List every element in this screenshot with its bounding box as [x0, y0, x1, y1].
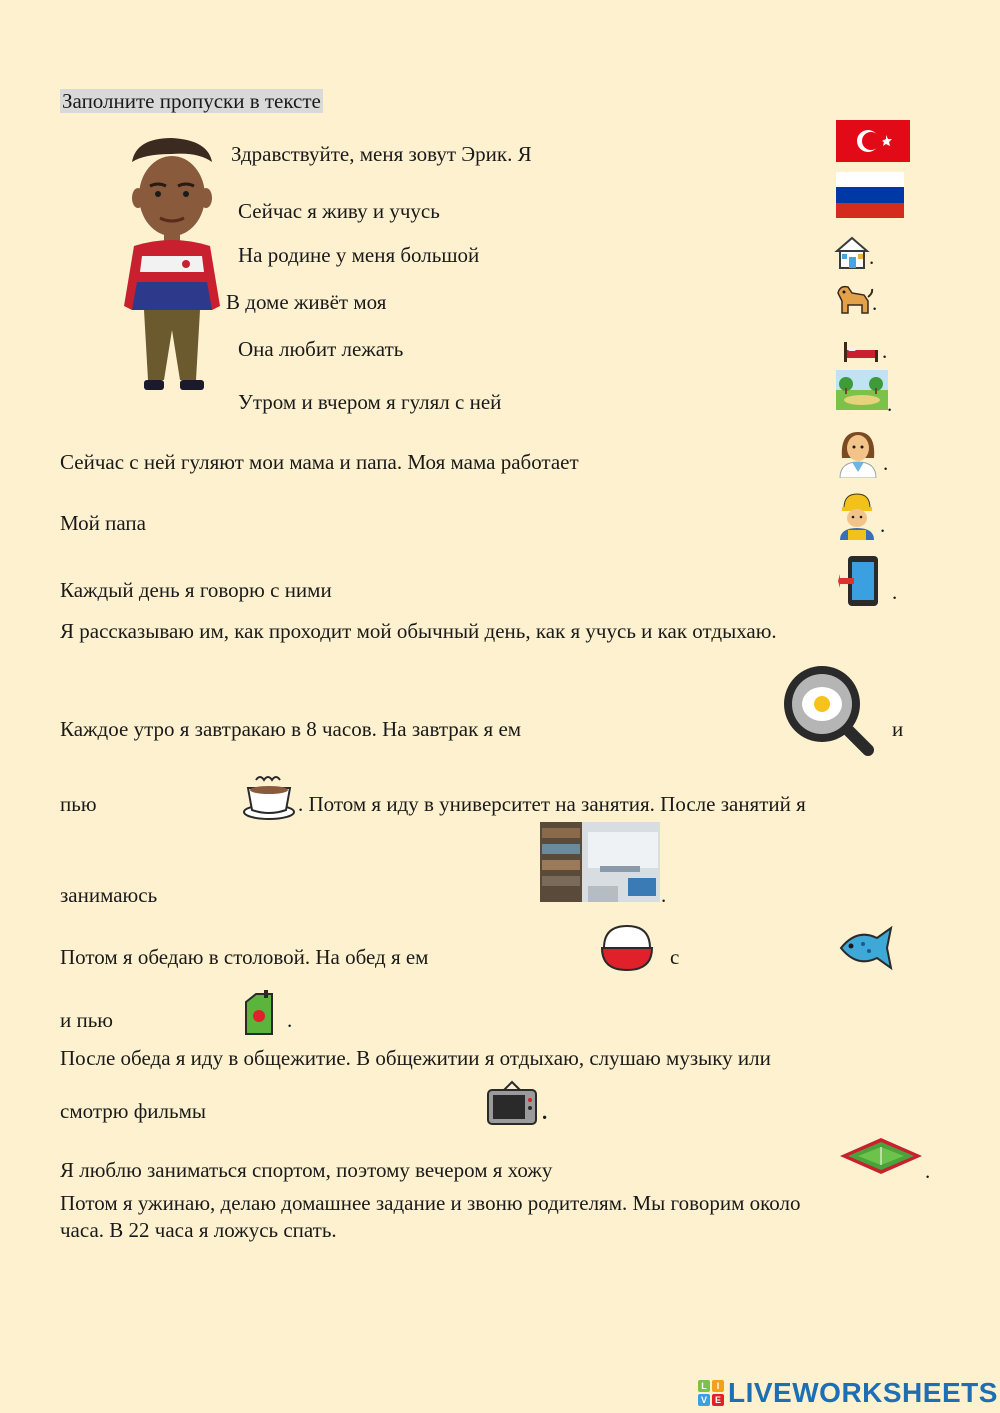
- line-lies: Она любит лежать: [238, 337, 404, 361]
- period: .: [883, 451, 889, 475]
- logo-grid-icon: L I V E: [698, 1380, 724, 1406]
- line-mother-works: Сейчас с ней гуляют мои мама и папа. Моя мама работает: [60, 450, 579, 474]
- period: .: [872, 291, 878, 315]
- phone-icon: [838, 554, 882, 608]
- liveworksheets-logo: [698, 1376, 998, 1410]
- line-sleep: часа. В 22 часа я ложусь спать.: [60, 1218, 337, 1242]
- period: .: [882, 339, 888, 363]
- worker-icon: [836, 492, 878, 540]
- period: .: [287, 1008, 293, 1032]
- period: .: [542, 1100, 548, 1124]
- frying-pan-egg-icon: [780, 662, 876, 756]
- period: .: [869, 245, 875, 269]
- line-university: . Потом я иду в университет на занятия. После занятий я: [298, 792, 806, 816]
- line-drink: и пью: [60, 1008, 113, 1032]
- line-movies: смотрю фильмы: [60, 1099, 207, 1123]
- period: .: [661, 883, 667, 907]
- line-study: занимаюсь: [60, 883, 158, 907]
- line-intro: Здравствуйте, меня зовут Эрик. Я: [231, 142, 532, 166]
- fish-icon: [837, 924, 893, 972]
- tv-icon: [486, 1078, 538, 1128]
- line-talk: Каждый день я говорю с ними: [60, 578, 332, 602]
- coffee-icon: [242, 770, 296, 820]
- worksheet-title: Заполните пропуски в тексте: [62, 89, 321, 113]
- line-breakfast: Каждое утро я завтракаю в 8 часов. На завтрак я ем: [60, 717, 522, 741]
- line-evening: Потом я ужинаю, делаю домашнее задание и звоню родителям. Мы говорим около: [60, 1191, 801, 1215]
- line-house: В доме живёт моя: [226, 290, 387, 314]
- line-father: Мой папа: [60, 511, 146, 535]
- bed-icon: [842, 338, 880, 364]
- house-icon: [834, 235, 870, 271]
- period: .: [925, 1159, 931, 1183]
- period: .: [892, 580, 898, 604]
- dog-icon: [834, 283, 874, 317]
- stadium-icon: [836, 1134, 926, 1178]
- park-icon: [836, 370, 888, 410]
- russia-flag-icon: [836, 172, 904, 218]
- library-photo: [540, 822, 660, 902]
- doctor-icon: [836, 428, 880, 478]
- word-with: с: [670, 945, 680, 969]
- line-live-study: Сейчас я живу и учусь: [238, 199, 440, 223]
- period: .: [887, 392, 893, 416]
- juice-icon: [242, 990, 276, 1036]
- line-walked: Утром и вчером я гулял с ней: [238, 390, 502, 414]
- turkey-flag-icon: [836, 120, 910, 162]
- line-dorm: После обеда я иду в общежитие. В общежитии я отдыхаю, слушаю музыку или: [60, 1046, 771, 1070]
- line-homeland: На родине у меня большой: [238, 243, 480, 267]
- logo-text: LIVEWORKSHEETS: [728, 1377, 998, 1408]
- line-lunch: Потом я обедаю в столовой. На обед я ем: [60, 945, 429, 969]
- period: .: [880, 513, 886, 537]
- word-and: и: [892, 717, 904, 741]
- line-sport: Я люблю заниматься спортом, поэтому вечером я хожу: [60, 1158, 553, 1182]
- rice-icon: [600, 922, 654, 974]
- student-character-image: [120, 134, 220, 400]
- line-tell: Я рассказываю им, как проходит мой обычный день, как я учусь и как отдыхаю.: [60, 619, 777, 643]
- word-drink: пью: [60, 792, 97, 816]
